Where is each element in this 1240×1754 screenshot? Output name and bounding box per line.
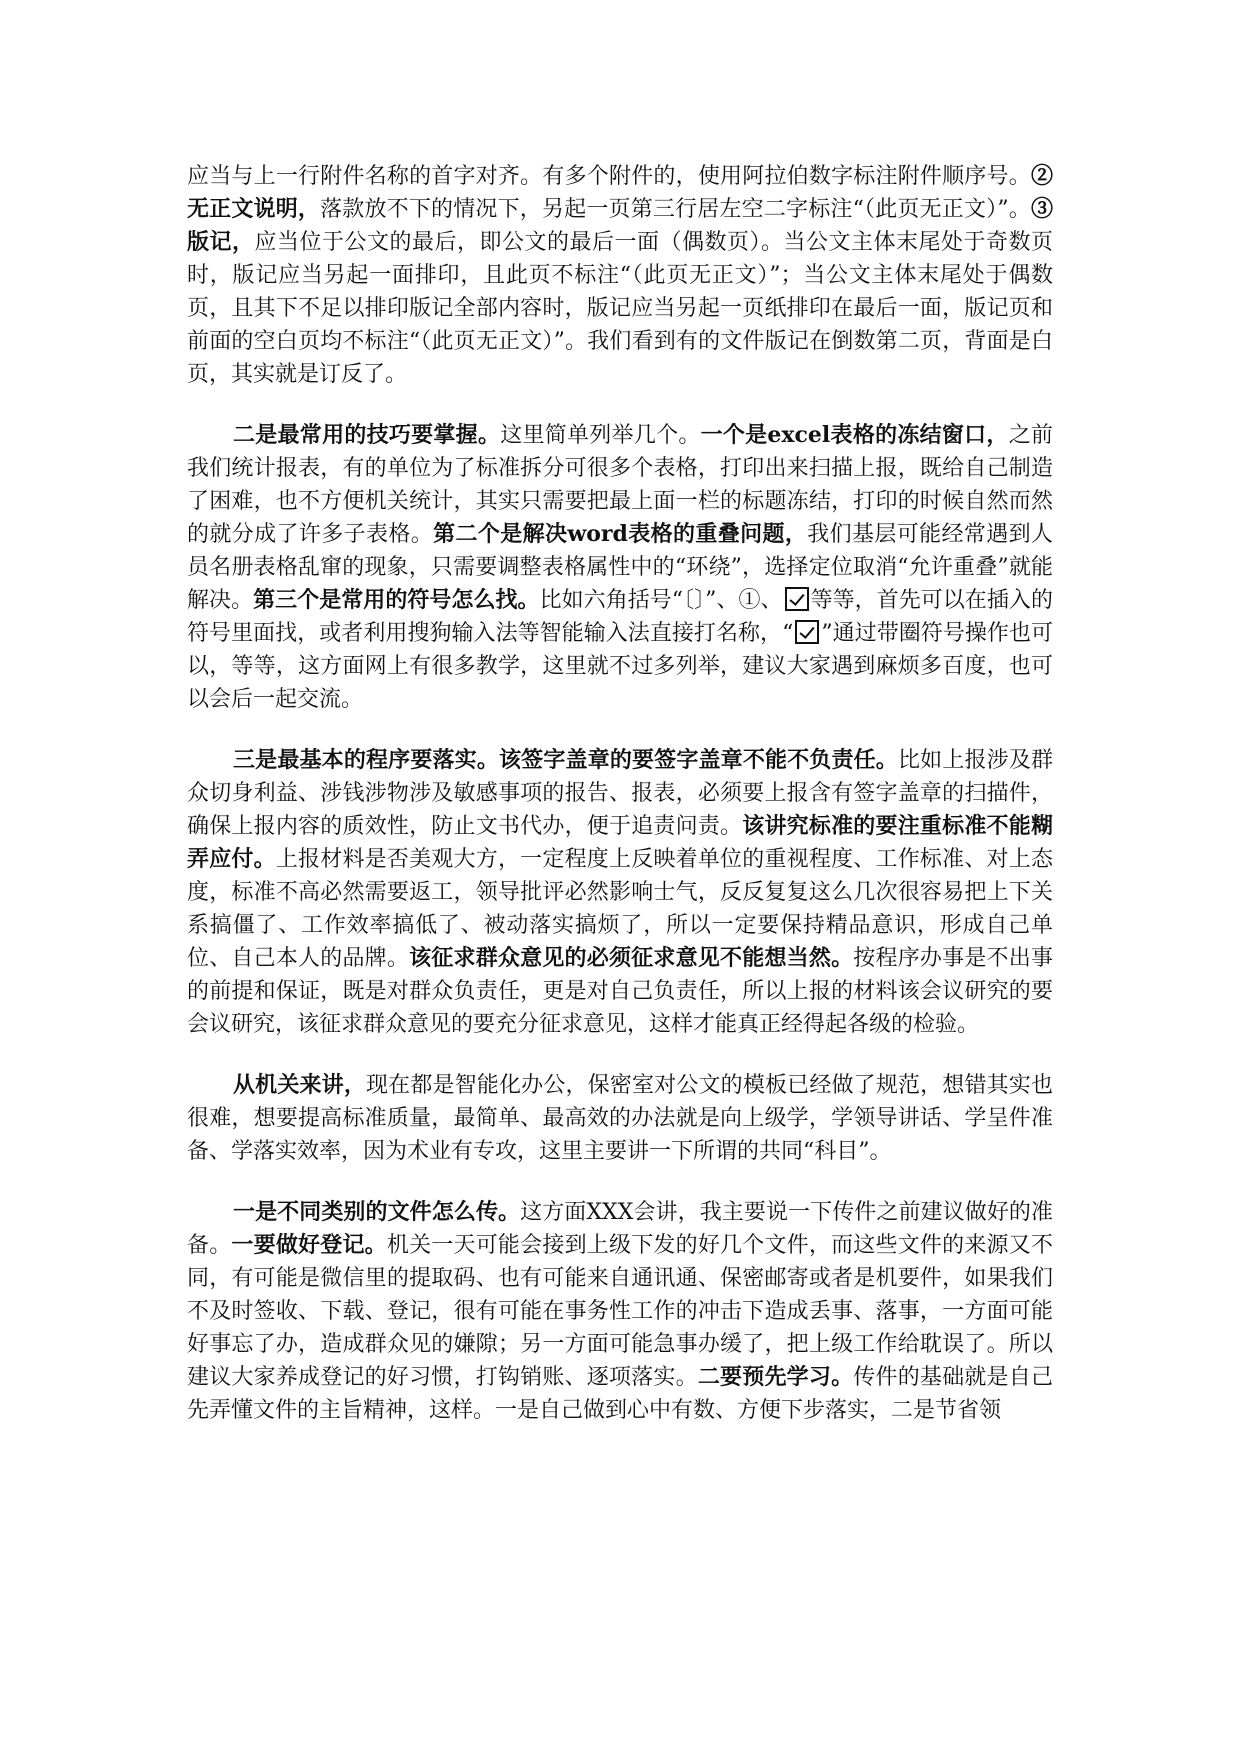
text-run: 比如上报涉及群众切身利益、涉钱涉物涉及敏感事项的报告、报表，必须要上报含有签字盖章的扫描件，确保上报内容的质效性，防止文书代办，便于追责问责。 <box>187 748 1053 839</box>
text-run: 我们基层可能经常遇到人员名册表格乱窜的现象，只需要调整表格属性中的“环绕”，选择定位取消“允许重叠”就能解决。 <box>187 522 1053 613</box>
text-run: 上报材料是否美观大方，一定程度上反映着单位的重视程度、工作标准、对上态度，标准不高必然需要返工，领导批评必然影响士气，反反复复这么几次很容易把上下关系搞僵了、工作效率搞低了、被动落实搞烦了，所以一定要保持精品意识，形成自己单位、自己本人的品牌。 <box>187 847 1053 971</box>
document-body <box>187 160 1053 1455</box>
bold-text-run: 第三个是常用的符号怎么找。 <box>253 587 540 613</box>
text-run: 这里简单列举几个。 <box>500 423 701 448</box>
text-run: 应当位于公文的最后，即公文的最后一面（偶数页）。当公文主体末尾处于奇数页时，版记应当另起一面排印，且此页不标注“（此页无正文）”；当公文主体末尾处于偶数页，且其下不足以排印版记全部内容时，版记应当另起一页纸排印在最后一面，版记页和前面的空白页均不标注“（此页无正文）”。我们看到有的文件版记在倒数第二页，背面是白页，其实就是订反了。 <box>187 230 1053 387</box>
text-run: 这方面XXX会讲，我主要说一下传件之前建议做好的准备。 <box>187 1200 1053 1258</box>
bold-text-run: 该征求群众意见的必须征求意见不能想当然。 <box>409 945 854 971</box>
paragraph <box>187 744 1053 1041</box>
bold-text-run: 一要做好登记。 <box>231 1232 387 1258</box>
text-run: 等等，首先可以在插入的符号里面找，或者利用搜狗输入法等智能输入法直接打名称，“ <box>187 588 1053 646</box>
bold-text-run: 三是最基本的程序要落实。该签字盖章的要签字盖章不能不负责任。 <box>233 747 898 773</box>
bold-text-run: 二要预先学习。 <box>697 1364 854 1390</box>
text-run: 落款放不下的情况下，另起一页第三行居左空二字标注“（此页无正文）”。 <box>320 197 1031 222</box>
bold-text-run: 一个是excel表格的冻结窗口， <box>700 422 1009 448</box>
bold-text-run: 一是不同类别的文件怎么传。 <box>233 1199 521 1225</box>
checkbox-check-icon <box>795 620 819 644</box>
text-run: ”通过带圈符号操作也可以，等等，这方面网上有很多教学，这里就不过多列举，建议大家遇到麻烦多百度，也可以会后一起交流。 <box>187 621 1053 712</box>
bold-text-run: ③版记， <box>187 196 1053 255</box>
text-run: 按程序办事是不出事的前提和保证，既是对群众负责任，更是对自己负责任，所以上报的材料该会议研究的要会议研究，该征求群众意见的要充分征求意见，这样才能真正经得起各级的检验。 <box>187 946 1053 1037</box>
paragraph <box>187 1069 1053 1168</box>
bold-text-run: 第二个是解决word表格的重叠问题， <box>433 521 808 547</box>
checkbox-check-icon <box>785 587 809 611</box>
paragraph <box>187 1196 1053 1427</box>
bold-text-run: 该讲究标准的要注重标准不能糊弄应付。 <box>187 813 1053 872</box>
bold-text-run: 二是最常用的技巧要掌握。 <box>233 422 501 448</box>
text-run: 机关一天可能会接到上级下发的好几个文件，而这些文件的来源又不同，有可能是微信里的提取码、也有可能来自通讯通、保密邮寄或者是机要件，如果我们不及时签收、下载、登记，很有可能在事务性工作的冲击下造成丢事、落事，一方面可能好事忘了办，造成群众见的嫌隙；另一方面可能急事办缓了，把上级工作给耽误了。所以建议大家养成登记的好习惯，打钩销账、逐项落实。 <box>187 1233 1053 1390</box>
text-run: 现在都是智能化办公，保密室对公文的模板已经做了规范，想错其实也很难，想要提高标准质量，最简单、最高效的办法就是向上级学，学领导讲话、学呈件准备、学落实效率，因为术业有专攻，这里主要讲一下所谓的共同“科目”。 <box>187 1073 1053 1164</box>
bold-text-run: ②无正文说明， <box>187 163 1053 222</box>
text-run: 应当与上一行附件名称的首字对齐。有多个附件的，使用阿拉伯数字标注附件顺序号。 <box>187 164 1031 189</box>
bold-text-run: 从机关来讲， <box>233 1072 366 1098</box>
text-run: 之前我们统计报表，有的单位为了标准拆分可很多个表格，打印出来扫描上报，既给自己制造了困难，也不方便机关统计，其实只需要把最上面一栏的标题冻结，打印的时候自然而然的就分成了许多子表格。 <box>187 423 1053 547</box>
text-run: 传件的基础就是自己先弄懂文件的主旨精神，这样。一是自己做到心中有数、方便下步落实，二是节省领 <box>187 1365 1053 1423</box>
text-run: 比如六角括号“〔〕”、①、 <box>539 588 783 613</box>
paragraph <box>187 419 1053 716</box>
paragraph <box>187 160 1053 391</box>
